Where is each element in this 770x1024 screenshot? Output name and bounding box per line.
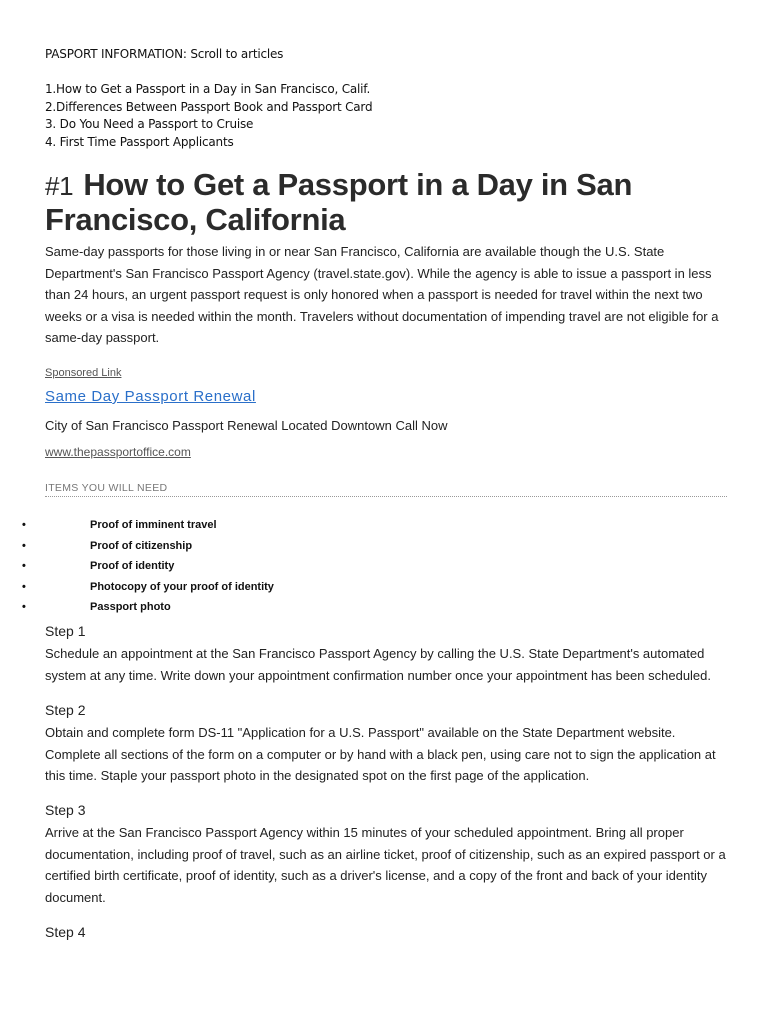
article-title bbox=[45, 168, 727, 237]
step-1-heading: Step 1 bbox=[45, 623, 86, 639]
step-3-heading: Step 3 bbox=[45, 802, 86, 818]
intro-title: PASPORT INFORMATION: Scroll to articles bbox=[45, 47, 284, 61]
bullet-icon: • bbox=[22, 560, 26, 572]
bullet-icon: • bbox=[22, 519, 26, 531]
list-item bbox=[0, 515, 274, 536]
toc-item[interactable]: 1.How to Get a Passport in a Day in San Francisco, Calif. bbox=[45, 82, 371, 96]
list-item bbox=[0, 536, 274, 557]
list-item-text: Photocopy of your proof of identity bbox=[90, 580, 274, 593]
step-2-text: Obtain and complete form DS-11 "Application for a U.S. Passport" available on the State Department website. Complete all sections of the form on a computer or by hand with a black pen, using care not to sign the application at this time. Staple your passport photo in the designated spot on the first page of the application. bbox=[45, 725, 716, 783]
items-heading: ITEMS YOU WILL NEED bbox=[45, 482, 168, 494]
bullet-icon: • bbox=[22, 601, 26, 613]
sponsored-link-label[interactable]: Sponsored Link bbox=[45, 367, 122, 379]
list-item-text: Passport photo bbox=[90, 601, 171, 613]
toc-item[interactable]: 4. First Time Passport Applicants bbox=[45, 134, 234, 149]
list-item-text: Proof of identity bbox=[90, 560, 175, 572]
article-title-text: How to Get a Passport in a Day in San Francisco, California bbox=[45, 167, 633, 237]
intro-paragraph: Same-day passports for those living in or near San Francisco, California are available though the U.S. State Department's San Francisco Passport Agency (travel.state.gov). While the agency is able to issue a passport in less than 24 hours, an urgent passport request is only honored when a passport is needed for travel within the next two weeks or a visa is needed within the month. Travelers without documentation of impending travel are not eligible for a same-day passport. bbox=[45, 244, 719, 345]
toc-item[interactable]: 3. Do You Need a Passport to Cruise bbox=[45, 117, 254, 131]
table-of-contents bbox=[45, 81, 372, 151]
list-item bbox=[0, 577, 274, 598]
article-number: #1 bbox=[45, 171, 74, 201]
list-item-text: Proof of citizenship bbox=[90, 539, 193, 552]
step-1-text: Schedule an appointment at the San Francisco Passport Agency by calling the U.S. State Department's automated system at any time. Write down your appointment confirmation number once your appointment has been scheduled. bbox=[45, 646, 712, 683]
ad-description: City of San Francisco Passport Renewal Located Downtown Call Now bbox=[45, 418, 448, 433]
bullet-icon: • bbox=[22, 539, 26, 552]
step-4-heading: Step 4 bbox=[45, 924, 86, 940]
step-2-heading: Step 2 bbox=[45, 702, 86, 718]
bullet-icon: • bbox=[22, 580, 26, 593]
items-list bbox=[0, 515, 274, 618]
step-3-text: Arrive at the San Francisco Passport Agency within 15 minutes of your scheduled appointment. Bring all proper documentation, including proof of travel, such as an airline ticket, proof of citizenship, such as an expired passport or a certified birth certificate, proof of identity, such as a driver's license, and a copy of the front and back of your identity document. bbox=[45, 825, 726, 905]
ad-url-link[interactable]: www.thepassportoffice.com bbox=[45, 445, 191, 459]
list-item-text: Proof of imminent travel bbox=[90, 519, 217, 531]
list-item bbox=[0, 597, 274, 618]
toc-item[interactable]: 2.Differences Between Passport Book and Passport Card bbox=[45, 99, 373, 114]
divider bbox=[45, 496, 727, 497]
ad-title-link[interactable]: Same Day Passport Renewal bbox=[45, 388, 256, 405]
list-item bbox=[0, 556, 274, 577]
